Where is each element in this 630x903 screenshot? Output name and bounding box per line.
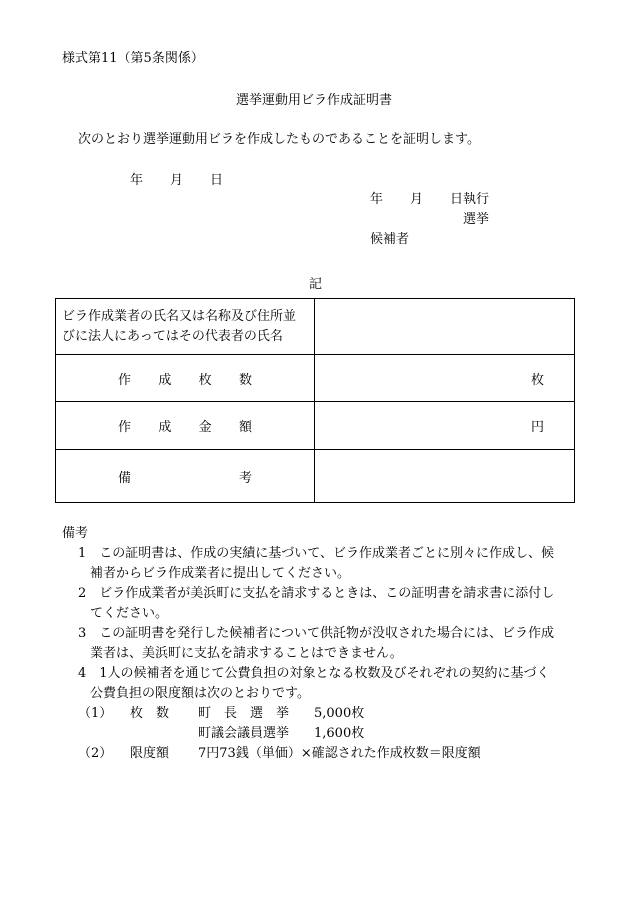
table-row [56,450,575,503]
printer-name-value[interactable] [315,299,575,355]
note-3-line2: 業者は、美浜町に支払を請求することはできません。 [90,646,403,661]
quantity-label [56,355,315,402]
candidate-label: 候補者 [370,232,410,247]
mayor-election-label: 町 長 選 挙 [198,706,290,721]
subnote-1-number: （1） [78,706,113,721]
amount-label-char: 成 [158,420,172,435]
amount-unit: 円 [530,420,544,435]
certification-statement: 次のとおり選挙運動用ビラを作成したものであることを証明します。 [78,132,480,147]
table-row [56,355,575,402]
council-election-quantity: 1,600枚 [314,726,365,741]
remarks-label [56,450,315,503]
table-row [56,299,575,355]
printer-name-label-line2: びに法人にあってはその代表者の氏名 [62,328,283,344]
election-date-month: 月 [410,192,424,207]
election-date-year: 年 [370,192,384,207]
printer-name-label [56,299,315,355]
notes-heading: 備考 [62,526,89,541]
election-date-day: 日執行 [450,192,490,207]
table-row [56,402,575,450]
mayor-election-quantity: 5,000枚 [314,706,365,721]
issue-date-month: 月 [170,173,184,188]
issue-date-year: 年 [130,173,144,188]
quantity-label-char: 成 [158,372,172,388]
amount-label-char: 金 [198,420,212,435]
remarks-label-char: 考 [238,470,252,486]
amount-label [56,402,315,450]
note-3-line1: 3 この証明書を発行した候補者について供託物が没収された場合には、ビラ作成 [78,626,555,641]
remarks-value[interactable] [315,450,575,503]
issue-date-day: 日 [210,173,224,188]
printer-name-label-line1: ビラ作成業者の氏名又は名称及び住所並 [62,308,297,324]
amount-value[interactable] [315,402,575,450]
amount-label-char: 作 [118,420,132,435]
note-1-line2: 補者からビラ作成業者に提出してください。 [90,566,351,581]
document-title: 選挙運動用ビラ作成証明書 [236,93,393,108]
election-name-label: 選挙 [463,212,490,227]
ki-marker: 記 [309,277,323,292]
form-number: 様式第11（第5条関係） [62,51,204,66]
quantity-value[interactable] [315,355,575,402]
quantity-label-char: 作 [118,372,132,388]
certification-table [55,298,575,503]
remarks-label-char: 備 [118,470,132,486]
note-2-line2: てください。 [90,606,169,621]
quantity-label-char: 枚 [198,372,212,388]
note-4-line1: 4 1人の候補者を通じて公費負担の対象となる枚数及びそれぞれの契約に基づく [78,666,550,681]
note-1-line1: 1 この証明書は、作成の実績に基づいて、ビラ作成業者ごとに別々に作成し、候 [78,546,555,561]
subnote-2-label: 限度額 [130,746,170,761]
council-election-label: 町議会議員選挙 [198,726,290,741]
subnote-2-number: （2） [78,746,113,761]
amount-label-char: 額 [238,420,252,435]
note-4-line2: 公費負担の限度額は次のとおりです。 [90,686,310,701]
limit-formula: 7円73銭（単価）×確認された作成枚数＝限度額 [198,746,481,761]
quantity-label-char: 数 [238,372,252,388]
note-2-line1: 2 ビラ作成業者が美浜町に支払を請求するときは、この証明書を請求書に添付し [78,586,555,601]
quantity-unit: 枚 [530,372,544,388]
subnote-1-label: 枚 数 [130,706,170,721]
